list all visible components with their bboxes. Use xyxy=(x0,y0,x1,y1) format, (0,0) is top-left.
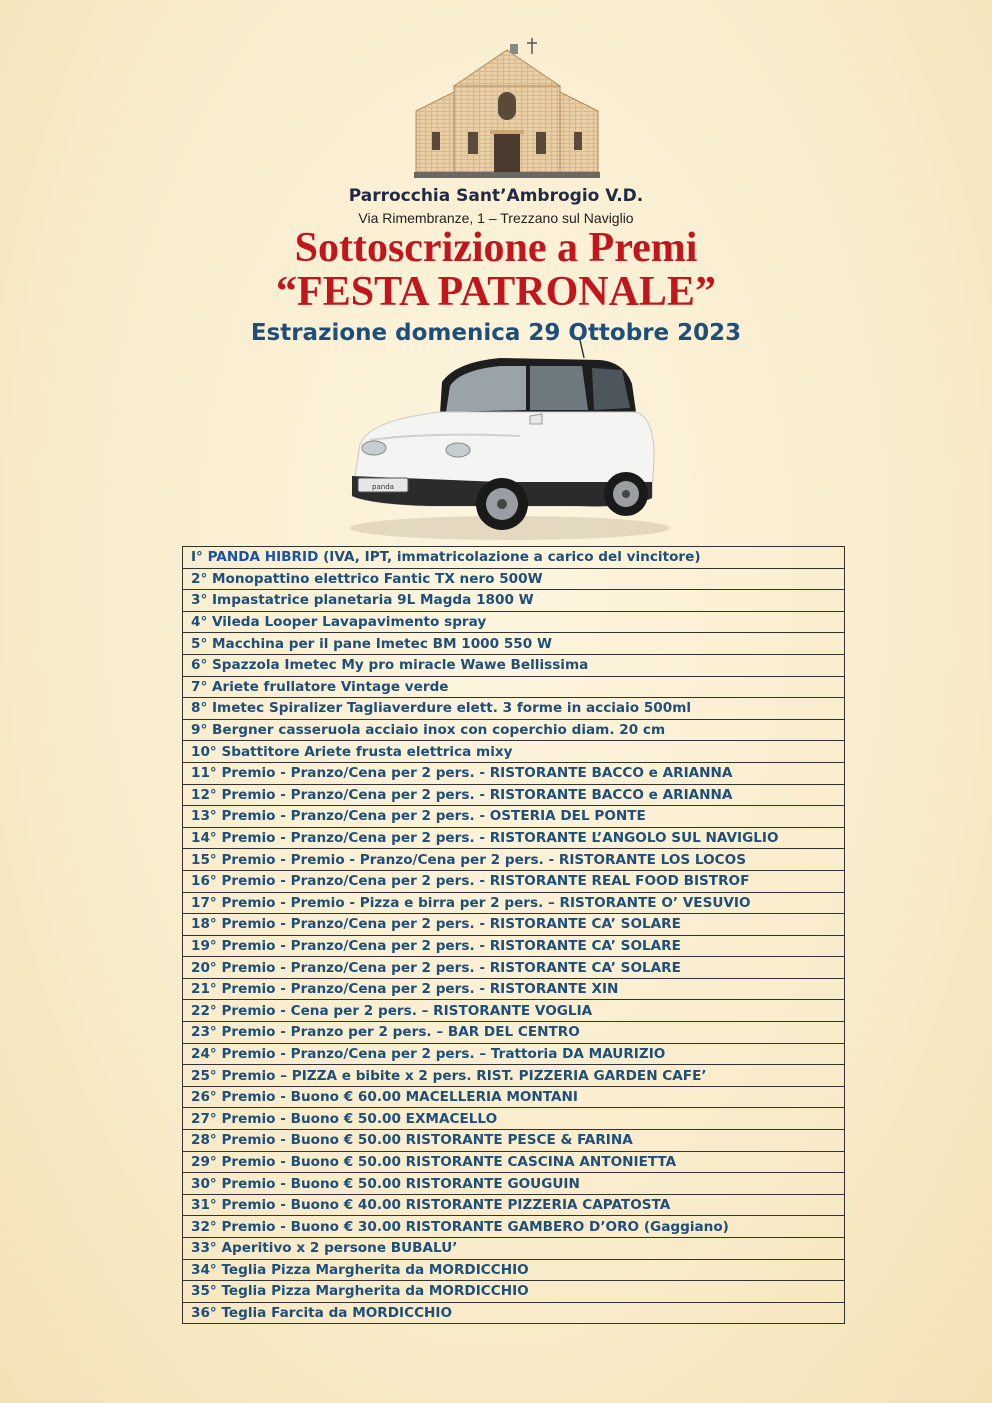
prize-cell: 18° Premio - Pranzo/Cena per 2 pers. - RISTORANTE CA’ SOLARE xyxy=(183,914,845,936)
table-row xyxy=(183,935,845,957)
prize-cell: 36° Teglia Farcita da MORDICCHIO xyxy=(183,1302,845,1324)
table-row xyxy=(183,1302,845,1324)
prize-cell: 32° Premio - Buono € 30.00 RISTORANTE GAMBERO D’ORO (Gaggiano) xyxy=(183,1216,845,1238)
prize-cell: 6° Spazzola Imetec My pro miracle Wawe Bellissima xyxy=(183,654,845,676)
prize-cell: 25° Premio – PIZZA e bibite x 2 pers. RIST. PIZZERIA GARDEN CAFE’ xyxy=(183,1065,845,1087)
prize-cell: 4° Vileda Looper Lavapavimento spray xyxy=(183,611,845,633)
table-row xyxy=(183,870,845,892)
table-row xyxy=(183,1194,845,1216)
prize-cell: 3° Impastatrice planetaria 9L Magda 1800 W xyxy=(183,590,845,612)
prize-cell: 30° Premio - Buono € 50.00 RISTORANTE GOUGUIN xyxy=(183,1173,845,1195)
table-row xyxy=(183,1022,845,1044)
table-row xyxy=(183,806,845,828)
table-row xyxy=(183,762,845,784)
prize-cell: 8° Imetec Spiralizer Tagliaverdure elett. 3 forme in acciaio 500ml xyxy=(183,698,845,720)
first-prize-details: (IVA, IPT, immatricolazione a carico del vincitore) xyxy=(323,549,701,566)
prize-cell: 2° Monopattino elettrico Fantic TX nero 500W xyxy=(183,568,845,590)
prize-cell: 28° Premio - Buono € 50.00 RISTORANTE PESCE & FARINA xyxy=(183,1130,845,1152)
prize-table xyxy=(182,546,845,1324)
prize-cell: 20° Premio - Pranzo/Cena per 2 pers. - RISTORANTE CA’ SOLARE xyxy=(183,957,845,979)
table-row xyxy=(183,1238,845,1260)
prize-cell: 23° Premio - Pranzo per 2 pers. – BAR DEL CENTRO xyxy=(183,1022,845,1044)
prize-cell: 17° Premio - Premio - Pizza e birra per 2 pers. – RISTORANTE O’ VESUVIO xyxy=(183,892,845,914)
prize-cell: 22° Premio - Cena per 2 pers. – RISTORANTE VOGLIA xyxy=(183,1000,845,1022)
parish-name: Parrocchia Sant’Ambrogio V.D. xyxy=(348,186,644,206)
draw-date: Estrazione domenica 29 Ottobre 2023 xyxy=(250,320,742,346)
prize-cell xyxy=(183,547,845,569)
car-badge: panda xyxy=(372,483,394,491)
table-row xyxy=(183,633,845,655)
table-row xyxy=(183,827,845,849)
table-row xyxy=(183,1043,845,1065)
table-row xyxy=(183,719,845,741)
table-row xyxy=(183,914,845,936)
table-row xyxy=(183,676,845,698)
church-image xyxy=(414,36,600,178)
table-row xyxy=(183,611,845,633)
poster-subtitle: “FESTA PATRONALE” xyxy=(276,269,716,315)
prize-cell: 33° Aperitivo x 2 persone BUBALU’ xyxy=(183,1238,845,1260)
table-row xyxy=(183,849,845,871)
table-row xyxy=(183,568,845,590)
first-prize-rank: I° xyxy=(191,549,203,566)
table-row xyxy=(183,654,845,676)
table-row xyxy=(183,1065,845,1087)
prize-cell: 13° Premio - Pranzo/Cena per 2 pers. - OSTERIA DEL PONTE xyxy=(183,806,845,828)
table-row xyxy=(183,590,845,612)
prize-cell: 12° Premio - Pranzo/Cena per 2 pers. - RISTORANTE BACCO e ARIANNA xyxy=(183,784,845,806)
prize-cell: 21° Premio - Pranzo/Cena per 2 pers. - RISTORANTE XIN xyxy=(183,978,845,1000)
poster-title: Sottoscrizione a Premi xyxy=(294,225,698,271)
table-row xyxy=(183,957,845,979)
table-row xyxy=(183,1000,845,1022)
first-prize-name: PANDA HIBRID xyxy=(207,549,319,566)
prize-cell: 19° Premio - Pranzo/Cena per 2 pers. - RISTORANTE CA’ SOLARE xyxy=(183,935,845,957)
prize-cell: 16° Premio - Pranzo/Cena per 2 pers. - RISTORANTE REAL FOOD BISTROF xyxy=(183,870,845,892)
prize-cell: 26° Premio - Buono € 60.00 MACELLERIA MONTANI xyxy=(183,1086,845,1108)
table-row xyxy=(183,1281,845,1303)
table-row xyxy=(183,547,845,569)
prize-cell: 7° Ariete frullatore Vintage verde xyxy=(183,676,845,698)
prize-cell: 10° Sbattitore Ariete frusta elettrica mixy xyxy=(183,741,845,763)
prize-cell: 15° Premio - Premio - Pranzo/Cena per 2 pers. - RISTORANTE LOS LOCOS xyxy=(183,849,845,871)
parish-address: Via Rimembranze, 1 – Trezzano sul Naviglio xyxy=(358,210,634,226)
table-row xyxy=(183,741,845,763)
table-row xyxy=(183,1173,845,1195)
table-row xyxy=(183,784,845,806)
prize-cell: 29° Premio - Buono € 50.00 RISTORANTE CASCINA ANTONIETTA xyxy=(183,1151,845,1173)
table-row xyxy=(183,1259,845,1281)
prize-cell: 27° Premio - Buono € 50.00 EXMACELLO xyxy=(183,1108,845,1130)
prize-cell: 14° Premio - Pranzo/Cena per 2 pers. - RISTORANTE L’ANGOLO SUL NAVIGLIO xyxy=(183,827,845,849)
prize-cell: 11° Premio - Pranzo/Cena per 2 pers. - RISTORANTE BACCO e ARIANNA xyxy=(183,762,845,784)
prize-cell: 35° Teglia Pizza Margherita da MORDICCHIO xyxy=(183,1281,845,1303)
prize-cell: 5° Macchina per il pane Imetec BM 1000 550 W xyxy=(183,633,845,655)
table-row xyxy=(183,1151,845,1173)
car-image xyxy=(330,336,670,546)
table-row xyxy=(183,892,845,914)
table-row xyxy=(183,978,845,1000)
prize-cell: 24° Premio - Pranzo/Cena per 2 pers. – Trattoria DA MAURIZIO xyxy=(183,1043,845,1065)
table-row xyxy=(183,1130,845,1152)
prize-cell: 34° Teglia Pizza Margherita da MORDICCHIO xyxy=(183,1259,845,1281)
prize-cell: 9° Bergner casseruola acciaio inox con coperchio diam. 20 cm xyxy=(183,719,845,741)
table-row xyxy=(183,1108,845,1130)
table-row xyxy=(183,1216,845,1238)
prize-cell: 31° Premio - Buono € 40.00 RISTORANTE PIZZERIA CAPATOSTA xyxy=(183,1194,845,1216)
table-row xyxy=(183,1086,845,1108)
table-row xyxy=(183,698,845,720)
